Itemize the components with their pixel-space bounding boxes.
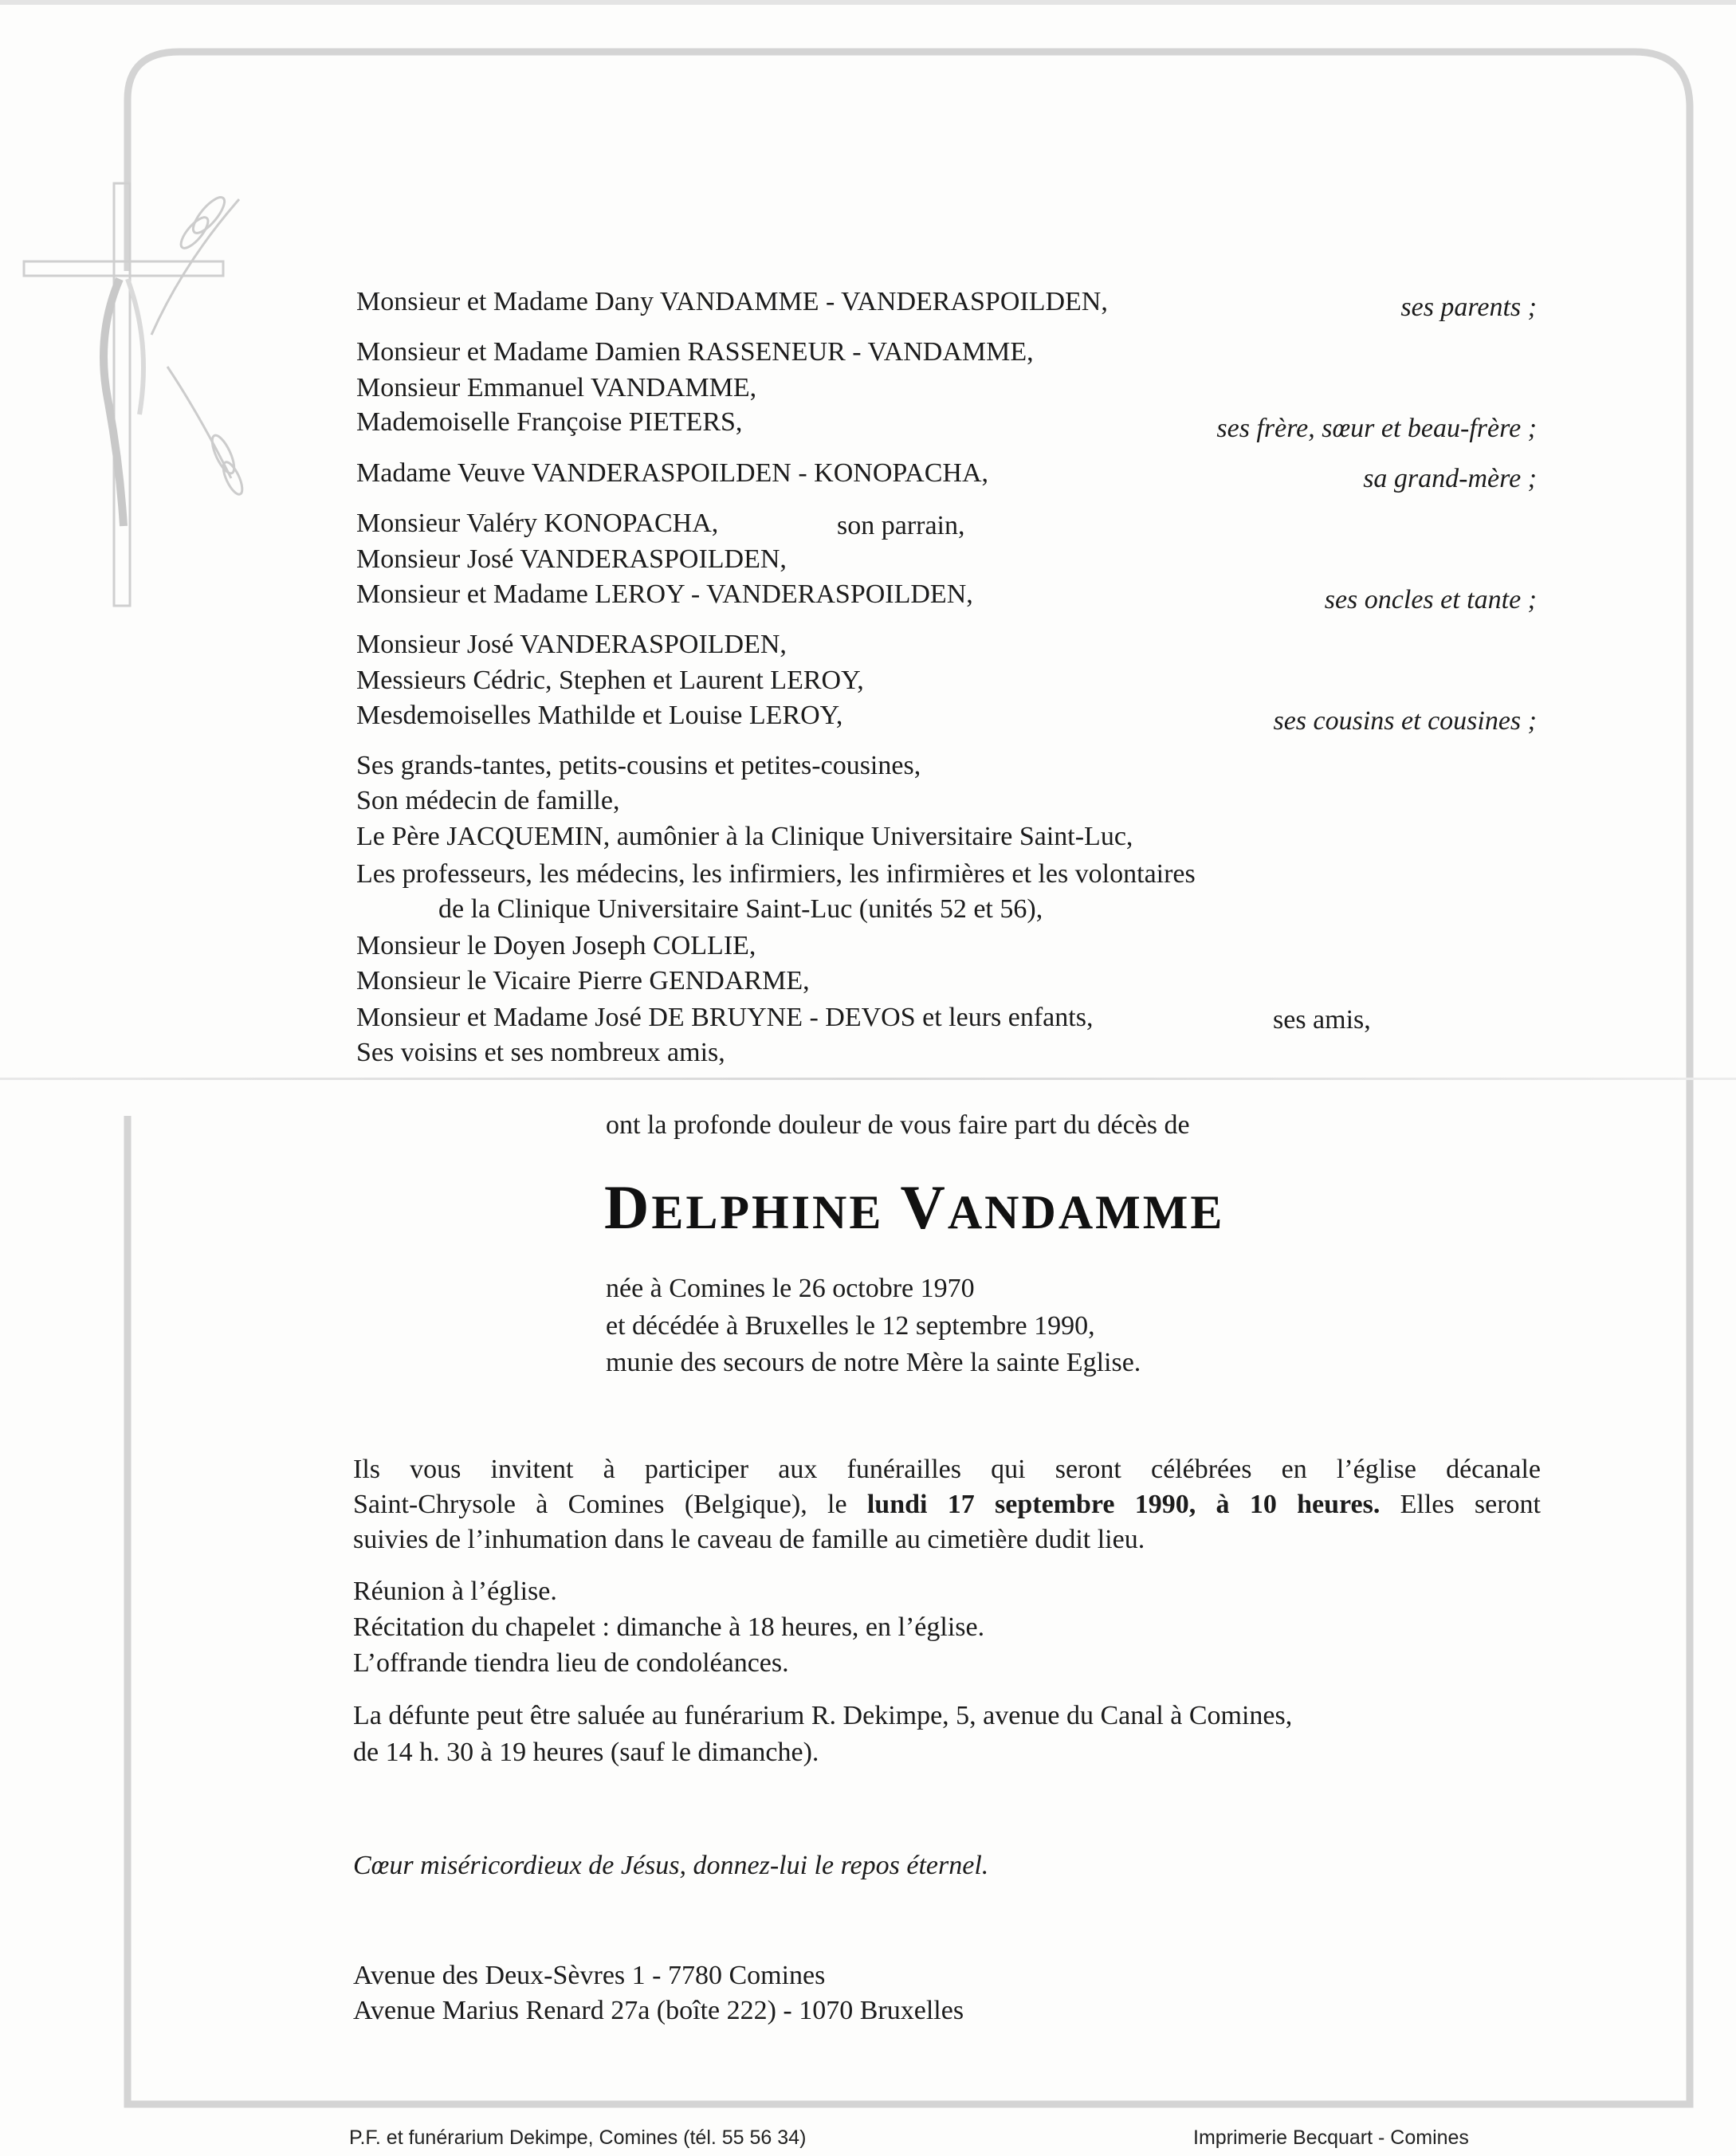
cousins-relation: ses cousins et cousines ;	[1273, 706, 1537, 736]
address-line: Avenue Marius Renard 27a (boîte 222) - 1070 Bruxelles	[353, 1996, 964, 2025]
cousin-line: Monsieur José VANDERASPOILDEN,	[356, 630, 787, 659]
mourner-line: de la Clinique Universitaire Saint-Luc (unités 52 et 56),	[438, 894, 1043, 924]
wheat-icon	[151, 193, 246, 497]
prayer-line: Cœur miséricordieux de Jésus, donnez-lui le repos éternel.	[353, 1851, 989, 1880]
funeral-line: suivies de l’inhumation dans le caveau de famille au cimetière dudit lieu.	[353, 1525, 1145, 1554]
meeting-line: Réunion à l’église.	[353, 1577, 557, 1606]
birth-line: née à Comines le 26 octobre 1970	[606, 1274, 975, 1303]
sacraments-line: munie des secours de notre Mère la sainte Eglise.	[606, 1348, 1141, 1377]
uncles-relation: ses oncles et tante ;	[1324, 585, 1537, 615]
siblings-relation: ses frère, sœur et beau-frère ;	[1216, 414, 1537, 443]
viewing-line: La défunte peut être saluée au funérarium R. Dekimpe, 5, avenue du Canal à Comines,	[353, 1701, 1293, 1730]
footer-printer: Imprimerie Becquart - Comines	[1193, 2127, 1469, 2149]
godfather-note: son parrain,	[837, 511, 965, 540]
sibling-line: Monsieur Emmanuel VANDAMME,	[356, 373, 757, 403]
mourner-line: Son médecin de famille,	[356, 786, 620, 815]
cousin-line: Mesdemoiselles Mathilde et Louise LEROY,	[356, 701, 843, 730]
uncle-line: Monsieur Valéry KONOPACHA,	[356, 509, 719, 538]
uncle-line: Monsieur et Madame LEROY - VANDERASPOILDEN,	[356, 579, 973, 609]
announcement-line: ont la profonde douleur de vous faire part du décès de	[606, 1110, 1190, 1140]
grandmother-line: Madame Veuve VANDERASPOILDEN - KONOPACHA,	[356, 458, 989, 488]
sibling-line: Monsieur et Madame Damien RASSENEUR - VANDAMME,	[356, 337, 1034, 367]
parents-relation: ses parents ;	[1400, 293, 1537, 322]
mourner-line: Monsieur le Doyen Joseph COLLIE,	[356, 931, 756, 960]
mourner-line: Ses voisins et ses nombreux amis,	[356, 1038, 725, 1067]
footer-funeral-home: P.F. et funérarium Dekimpe, Comines (tél. 55 56 34)	[349, 2127, 807, 2149]
mourner-line: Le Père JACQUEMIN, aumônier à la Clinique Universitaire Saint-Luc,	[356, 822, 1133, 851]
funeral-paragraph	[353, 1452, 1541, 1557]
funeral-line: Saint-Chrysole à Comines (Belgique), le lundi 17 septembre 1990, à 10 heures. Elles seront	[353, 1490, 1541, 1519]
mourner-line: Monsieur le Vicaire Pierre GENDARME,	[356, 966, 810, 996]
sibling-line: Mademoiselle Françoise PIETERS,	[356, 407, 743, 437]
uncle-line: Monsieur José VANDERASPOILDEN,	[356, 544, 787, 574]
friends-relation: ses amis,	[1273, 1005, 1371, 1035]
grandmother-relation: sa grand-mère ;	[1363, 464, 1537, 493]
deceased-name: DELPHINE VANDAMME	[604, 1172, 1225, 1242]
fold-line	[0, 1078, 1736, 1080]
mourner-line: Les professeurs, les médecins, les infirmiers, les infirmières et les volontaires	[356, 859, 1196, 889]
parents-line: Monsieur et Madame Dany VANDAMME - VANDERASPOILDEN,	[356, 287, 1108, 316]
death-line: et décédée à Bruxelles le 12 septembre 1990,	[606, 1311, 1095, 1341]
offering-line: L’offrande tiendra lieu de condoléances.	[353, 1648, 789, 1678]
viewing-line: de 14 h. 30 à 19 heures (sauf le dimanche).	[353, 1738, 819, 1767]
cousin-line: Messieurs Cédric, Stephen et Laurent LEROY,	[356, 666, 864, 695]
mourner-line: Ses grands-tantes, petits-cousins et petites-cousines,	[356, 751, 921, 780]
funeral-line: Ils vous invitent à participer aux funérailles qui seront célébrées en l’église décanale	[353, 1455, 1541, 1484]
rosary-line: Récitation du chapelet : dimanche à 18 heures, en l’église.	[353, 1612, 985, 1642]
address-line: Avenue des Deux-Sèvres 1 - 7780 Comines	[353, 1961, 826, 1990]
mourner-line: Monsieur et Madame José DE BRUYNE - DEVOS et leurs enfants,	[356, 1003, 1094, 1032]
cross-icon	[24, 183, 223, 606]
